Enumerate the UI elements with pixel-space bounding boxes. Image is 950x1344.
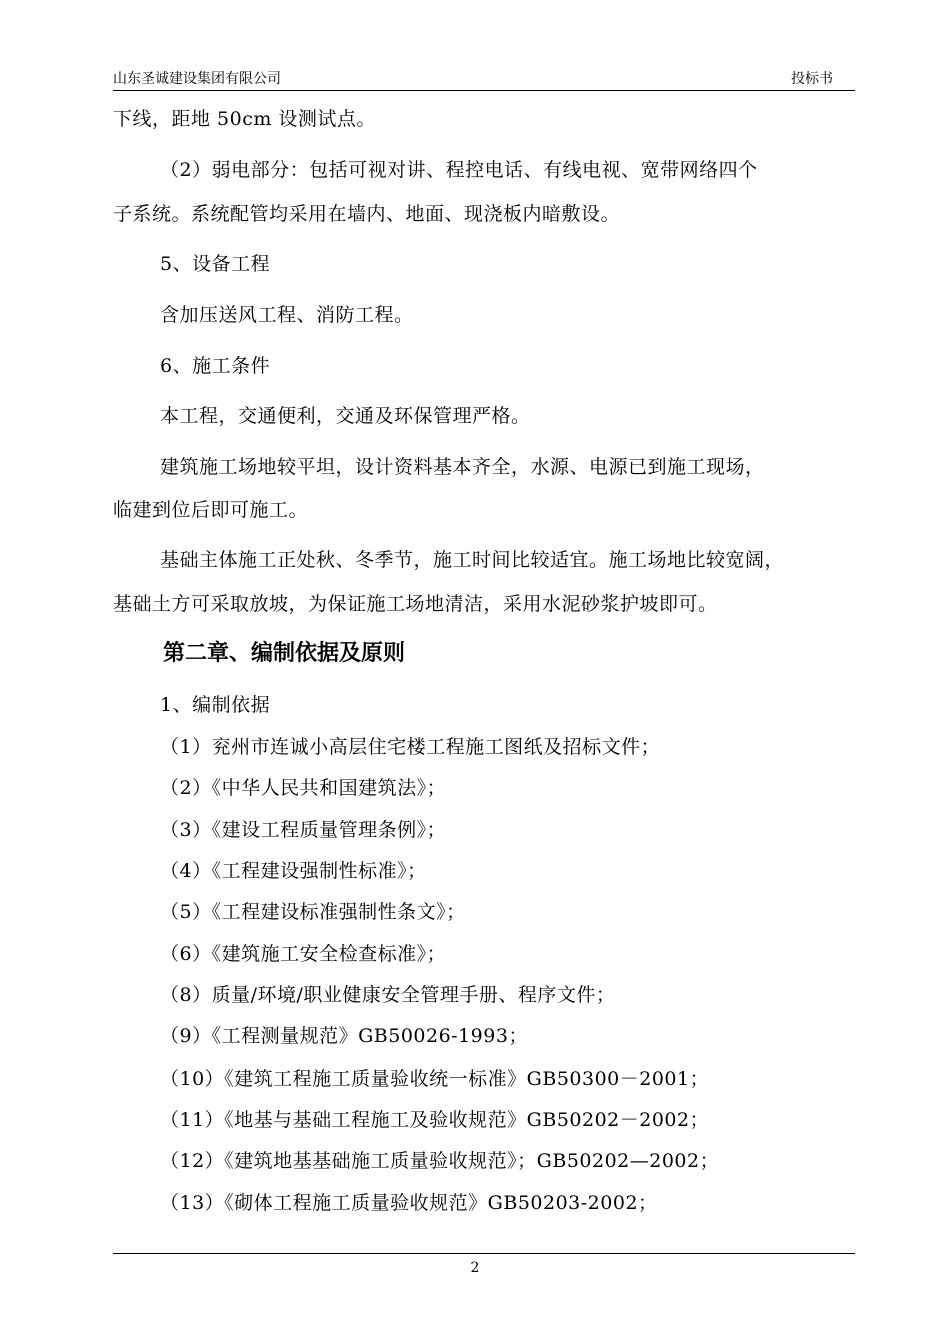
list-item: （9）《工程测量规范》GB50026-1993； bbox=[160, 1025, 528, 1047]
list-item: （13）《砌体工程施工质量验收规范》GB50203-2002； bbox=[160, 1192, 658, 1214]
footer-rule bbox=[113, 1253, 855, 1254]
paragraph-line: 子系统。系统配管均采用在墙内、地面、现浇板内暗敷设。 bbox=[113, 203, 621, 225]
section-heading: 5、设备工程 bbox=[160, 253, 271, 275]
subsection-heading: 1、编制依据 bbox=[160, 694, 271, 716]
list-item: （5）《工程建设标准强制性条文》； bbox=[160, 901, 466, 923]
list-item: （3）《建设工程质量管理条例》； bbox=[160, 819, 447, 841]
paragraph-line: 含加压送风工程、消防工程。 bbox=[160, 304, 414, 326]
list-item: （6）《建筑施工安全检查标准》； bbox=[160, 943, 447, 965]
paragraph-line: 本工程，交通便利，交通及环保管理严格。 bbox=[160, 405, 531, 427]
company-name: 山东圣诚建设集团有限公司 bbox=[113, 71, 281, 87]
list-item: （2）《中华人民共和国建筑法》； bbox=[160, 777, 447, 799]
list-item: （10）《建筑工程施工质量验收统一标准》GB50300－2001； bbox=[160, 1068, 710, 1090]
list-item: （12）《建筑地基基础施工质量验收规范》；GB50202—2002； bbox=[160, 1150, 720, 1172]
paragraph-line: 建筑施工场地较平坦，设计资料基本齐全，水源、电源已到施工现场， bbox=[160, 456, 765, 478]
paragraph-line: （2）弱电部分：包括可视对讲、程控电话、有线电视、宽带网络四个 bbox=[160, 159, 758, 181]
paragraph-line: 下线，距地 50cm 设测试点。 bbox=[113, 108, 376, 130]
section-heading: 6、施工条件 bbox=[160, 355, 271, 377]
chapter-title: 第二章、编制依据及原则 bbox=[163, 641, 406, 666]
list-item: （11）《地基与基础工程施工及验收规范》GB50202－2002； bbox=[160, 1109, 710, 1131]
list-item: （8）质量/环境/职业健康安全管理手册、程序文件； bbox=[160, 984, 616, 1006]
list-item: （4）《工程建设强制性标准》； bbox=[160, 860, 427, 882]
list-item: （1）兖州市连诚小高层住宅楼工程施工图纸及招标文件； bbox=[160, 736, 661, 758]
paragraph-line: 基础主体施工正处秋、冬季节，施工时间比较适宜。施工场地比较宽阔， bbox=[160, 549, 785, 571]
document-type: 投标书 bbox=[791, 71, 833, 87]
paragraph-line: 基础土方可采取放坡，为保证施工场地清洁，采用水泥砂浆护坡即可。 bbox=[113, 593, 718, 615]
page-number: 2 bbox=[470, 1260, 480, 1276]
page-header bbox=[113, 68, 855, 91]
paragraph-line: 临建到位后即可施工。 bbox=[113, 499, 309, 521]
